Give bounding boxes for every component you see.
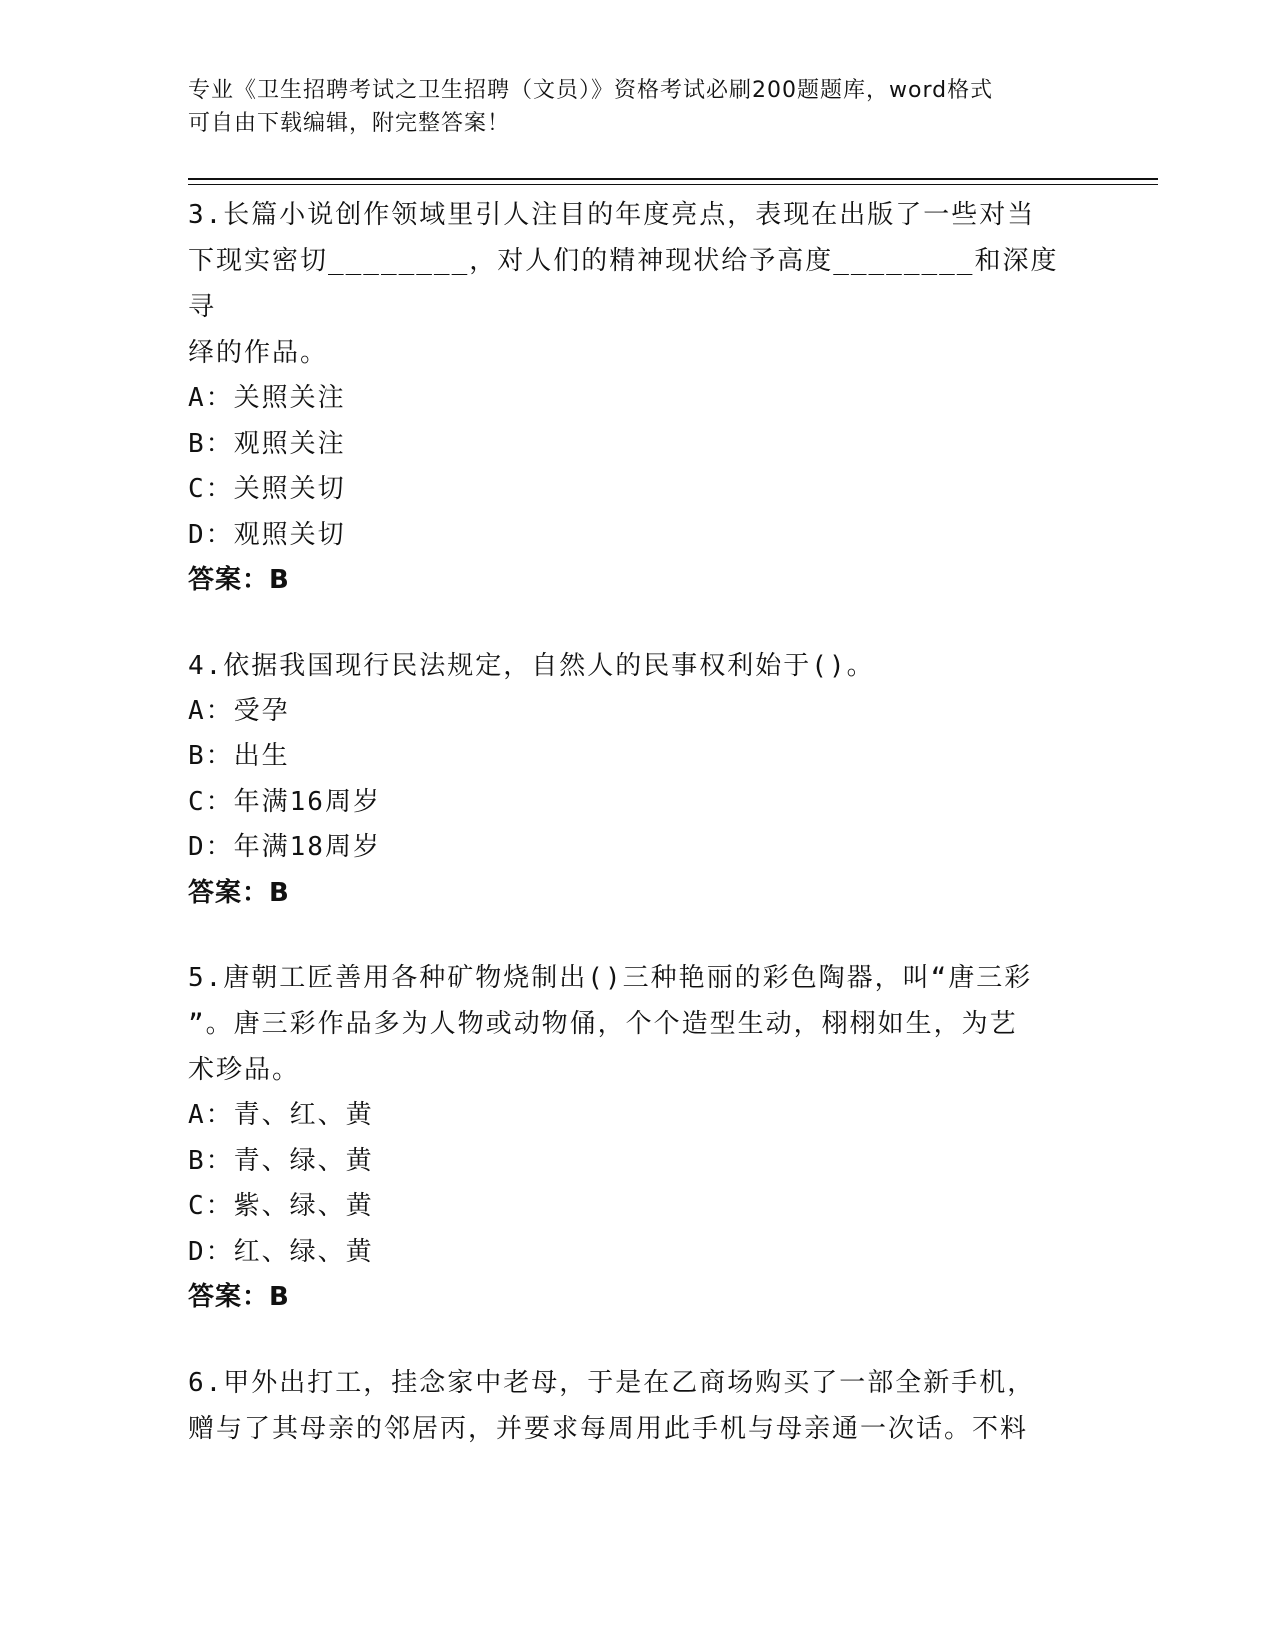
answer-option: B：青、绿、黄 bbox=[188, 1145, 374, 1176]
question-stem-line: 绎的作品。 bbox=[188, 338, 329, 368]
question-stem-line: 术珍品。 bbox=[188, 1055, 301, 1085]
question-block bbox=[188, 192, 1068, 604]
answer-option: D：观照关切 bbox=[188, 519, 346, 550]
answer-key: 答案：B bbox=[188, 565, 290, 595]
answer-option: B：出生 bbox=[188, 741, 290, 771]
answer-option: A：受孕 bbox=[188, 695, 290, 726]
question-stem-line: 6.甲外出打工，挂念家中老母，于是在乙商场购买了一部全新手机， bbox=[188, 1367, 1036, 1398]
question-stem-line: 下现实密切________，对人们的精神现状给予高度________和深度寻 bbox=[188, 246, 1059, 322]
answer-key: 答案：B bbox=[188, 1282, 290, 1312]
question-block bbox=[188, 955, 1068, 1321]
answer-key: 答案：B bbox=[188, 877, 290, 908]
header-line-2: 可自由下载编辑，附完整答案！ bbox=[188, 111, 511, 136]
answer-option: B：观照关注 bbox=[188, 428, 346, 459]
answer-option: C：紫、绿、黄 bbox=[188, 1191, 374, 1221]
question-block bbox=[188, 1360, 1068, 1452]
answer-option: A：关照关注 bbox=[188, 383, 346, 413]
question-list bbox=[188, 192, 1068, 1491]
question-stem-line: 4.依据我国现行民法规定，自然人的民事权利始于()。 bbox=[188, 650, 875, 681]
question-stem-line: 5.唐朝工匠善用各种矿物烧制出()三种艳丽的彩色陶器，叫“唐三彩 bbox=[188, 963, 1033, 993]
answer-option: D：红、绿、黄 bbox=[188, 1236, 374, 1267]
question-block bbox=[188, 643, 1068, 917]
answer-option: A：青、红、黄 bbox=[188, 1100, 374, 1130]
header-divider-thin bbox=[188, 184, 1158, 185]
question-stem-line: 赠与了其母亲的邻居丙，并要求每周用此手机与母亲通一次话。不料 bbox=[188, 1413, 1029, 1444]
header-line-1: 专业《卫生招聘考试之卫生招聘（文员）》资格考试必刷200题题库，word格式 bbox=[188, 78, 994, 103]
question-stem-line: 3.长篇小说创作领域里引人注目的年度亮点，表现在出版了一些对当 bbox=[188, 200, 1036, 230]
header-divider-thick bbox=[188, 178, 1158, 180]
answer-option: D：年满18周岁 bbox=[188, 832, 381, 862]
page-header bbox=[188, 74, 1078, 140]
question-stem-line: ”。唐三彩作品多为人物或动物俑，个个造型生动，栩栩如生，为艺 bbox=[188, 1009, 1018, 1039]
answer-option: C：关照关切 bbox=[188, 474, 346, 504]
answer-option: C：年满16周岁 bbox=[188, 786, 381, 817]
